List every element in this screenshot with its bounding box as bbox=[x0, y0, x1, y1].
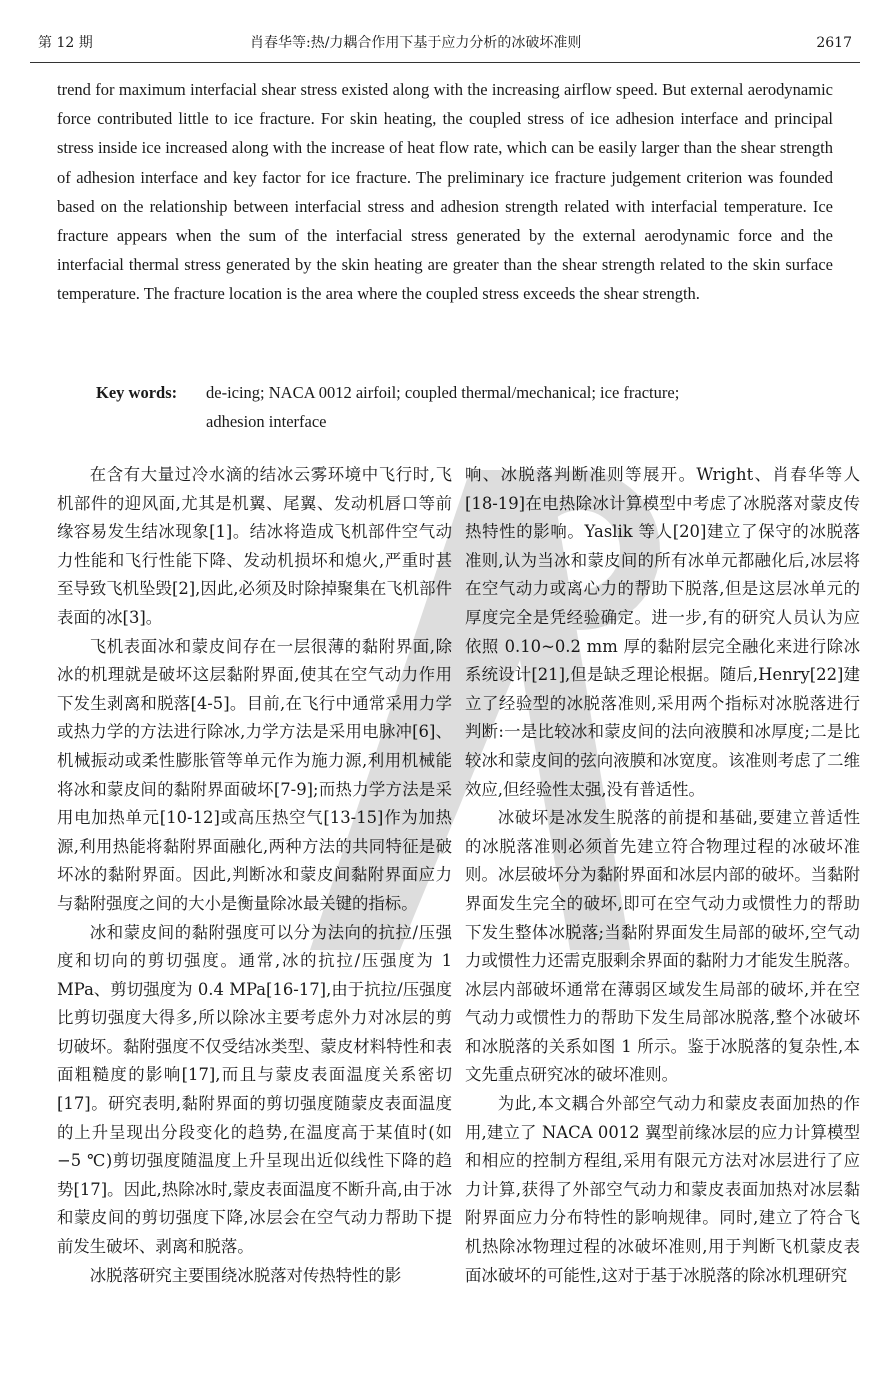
keywords-line-1: de-icing; NACA 0012 airfoil; coupled thermal/mechanical; ice fracture; bbox=[206, 383, 680, 402]
right-column bbox=[465, 461, 860, 1290]
keywords-label: Key words: bbox=[96, 383, 178, 402]
left-column bbox=[57, 461, 452, 1290]
abstract-text: trend for maximum interfacial shear stress existed along with the increasing airflow speed. But external aerodynamic force contributed little to ice fracture. For skin heating, the coupled stress of ice adhesion interface and principal stress inside ice increased along with the increase of heat flow rate, which can be easily larger than the shear strength of adhesion interface and key factor for ice fracture. The preliminary ice fracture judgement criterion was founded based on the relationship between interfacial stress and adhesion strength related with interfacial temperature. Ice fracture appears when the sum of the interfacial stress generated by the external aerodynamic force and the interfacial thermal stress generated by the skin heating are greater than the shear strength related to the skin surface temperature. The fracture location is the area where the coupled stress exceeds the shear strength. bbox=[57, 80, 833, 304]
keywords-line-2: adhesion interface bbox=[206, 412, 327, 432]
issue-number: 第 12 期 bbox=[38, 35, 93, 51]
paragraph: 冰破坏是冰发生脱落的前提和基础,要建立普适性的冰脱落准则必须首先建立符合物理过程的冰破坏准则。冰层破坏分为黏附界面和冰层内部的破坏。当黏附界面发生完全的破坏,即可在空气动力或惯性力的帮助下发生整体冰脱落;当黏附界面发生局部的破坏,空气动力或惯性力还需克服剩余界面的黏附力才能发生脱落。冰层内部破坏通常在薄弱区域发生局部的破坏,并在空气动力或惯性力的帮助下发生局部冰脱落,整个冰破坏和冰脱落的关系如图 1 所示。鉴于冰脱落的复杂性,本文先重点研究冰的破坏准则。 bbox=[465, 808, 860, 1085]
keywords bbox=[96, 378, 836, 436]
paragraph: 冰脱落研究主要围绕冰脱落对传热特性的影 bbox=[89, 1265, 402, 1285]
paragraph: 在含有大量过冷水滴的结冰云雾环境中飞行时,飞机部件的迎风面,尤其是机翼、尾翼、发动机唇口等前缘容易发生结冰现象[1]。结冰将造成飞机部件空气动力性能和飞行性能下降、发动机损坏和熄火,严重时甚至导致飞机坠毁[2],因此,必须及时除掉聚集在飞机部件表面的冰[3]。 bbox=[57, 465, 452, 627]
page-number: 2617 bbox=[816, 35, 852, 51]
running-header bbox=[30, 26, 860, 63]
paragraph-continued: 响、冰脱落判断准则等展开。Wright、肖春华等人[18-19]在电热除冰计算模型中考虑了冰脱落对蒙皮传热特性的影响。Yaslik 等人[20]建立了保守的冰脱落准则,认为当冰和蒙皮间的所有冰单元都融化后,冰层将在空气动力或离心力的帮助下脱落,但是这层冰单元的厚度完全是凭经验确定。进一步,有的研究人员认为应依照 0.10~0.2 mm 厚的黏附层完全融化来进行除冰系统设计[21],但是缺乏理论根据。随后,Henry[22]建立了经验型的冰脱落准则,采用两个指标对冰脱落进行判断:一是比较冰和蒙皮间的法向液膜和冰厚度;二是比较冰和蒙皮间的弦向液膜和冰宽度。该准则考虑了二维效应,但经验性太强,没有普适性。 bbox=[465, 465, 860, 799]
paragraph: 飞机表面冰和蒙皮间存在一层很薄的黏附界面,除冰的机理就是破坏这层黏附界面,使其在空气动力作用下发生剥离和脱落[4-5]。目前,在飞行中通常采用力学或热力学的方法进行除冰,力学方法是采用电脉冲[6]、机械振动或柔性膨胀管等单元作为施力源,利用机械能将冰和蒙皮间的黏附界面破坏[7-9];而热力学方法是采用电加热单元[10-12]或高压热空气[13-15]作为加热源,利用热能将黏附界面融化,两种方法的共同特征是破坏冰的黏附界面。因此,判断冰和蒙皮间黏附界面应力与黏附强度之间的大小是衡量除冰最关键的指标。 bbox=[57, 636, 452, 913]
paragraph: 冰和蒙皮间的黏附强度可以分为法向的抗拉/压强度和切向的剪切强度。通常,冰的抗拉/压强度为 1 MPa、剪切强度为 0.4 MPa[16-17],由于抗拉/压强度比剪切强度大得多,所以除冰主要考虑外力对冰层的剪切破坏。黏附强度不仅受结冰类型、蒙皮材料特性和表面粗糙度的影响[17],而且与蒙皮表面温度关系密切[17]。研究表明,黏附界面的剪切强度随蒙皮表面温度的上升呈现出分段变化的趋势,在温度高于某值时(如 −5 ℃)剪切强度随温度上升呈现出近似线性下降的趋势[17]。因此,热除冰时,蒙皮表面温度不断升高,由于冰和蒙皮间的剪切强度下降,冰层会在空气动力帮助下提前发生破坏、剥离和脱落。 bbox=[57, 922, 452, 1257]
paragraph: 为此,本文耦合外部空气动力和蒙皮表面加热的作用,建立了 NACA 0012 翼型前缘冰层的应力计算模型和相应的控制方程组,采用有限元方法对冰层进行了应力计算,获得了外部空气动力和蒙皮表面加热对冰层黏附界面应力分布特性的影响规律。同时,建立了符合飞机热除冰物理过程的冰破坏准则,用于判断飞机蒙皮表面冰破坏的可能性,这对于基于冰脱落的除冰机理研究 bbox=[465, 1094, 860, 1285]
running-title: 肖春华等:热/力耦合作用下基于应力分析的冰破坏准则 bbox=[250, 35, 582, 51]
